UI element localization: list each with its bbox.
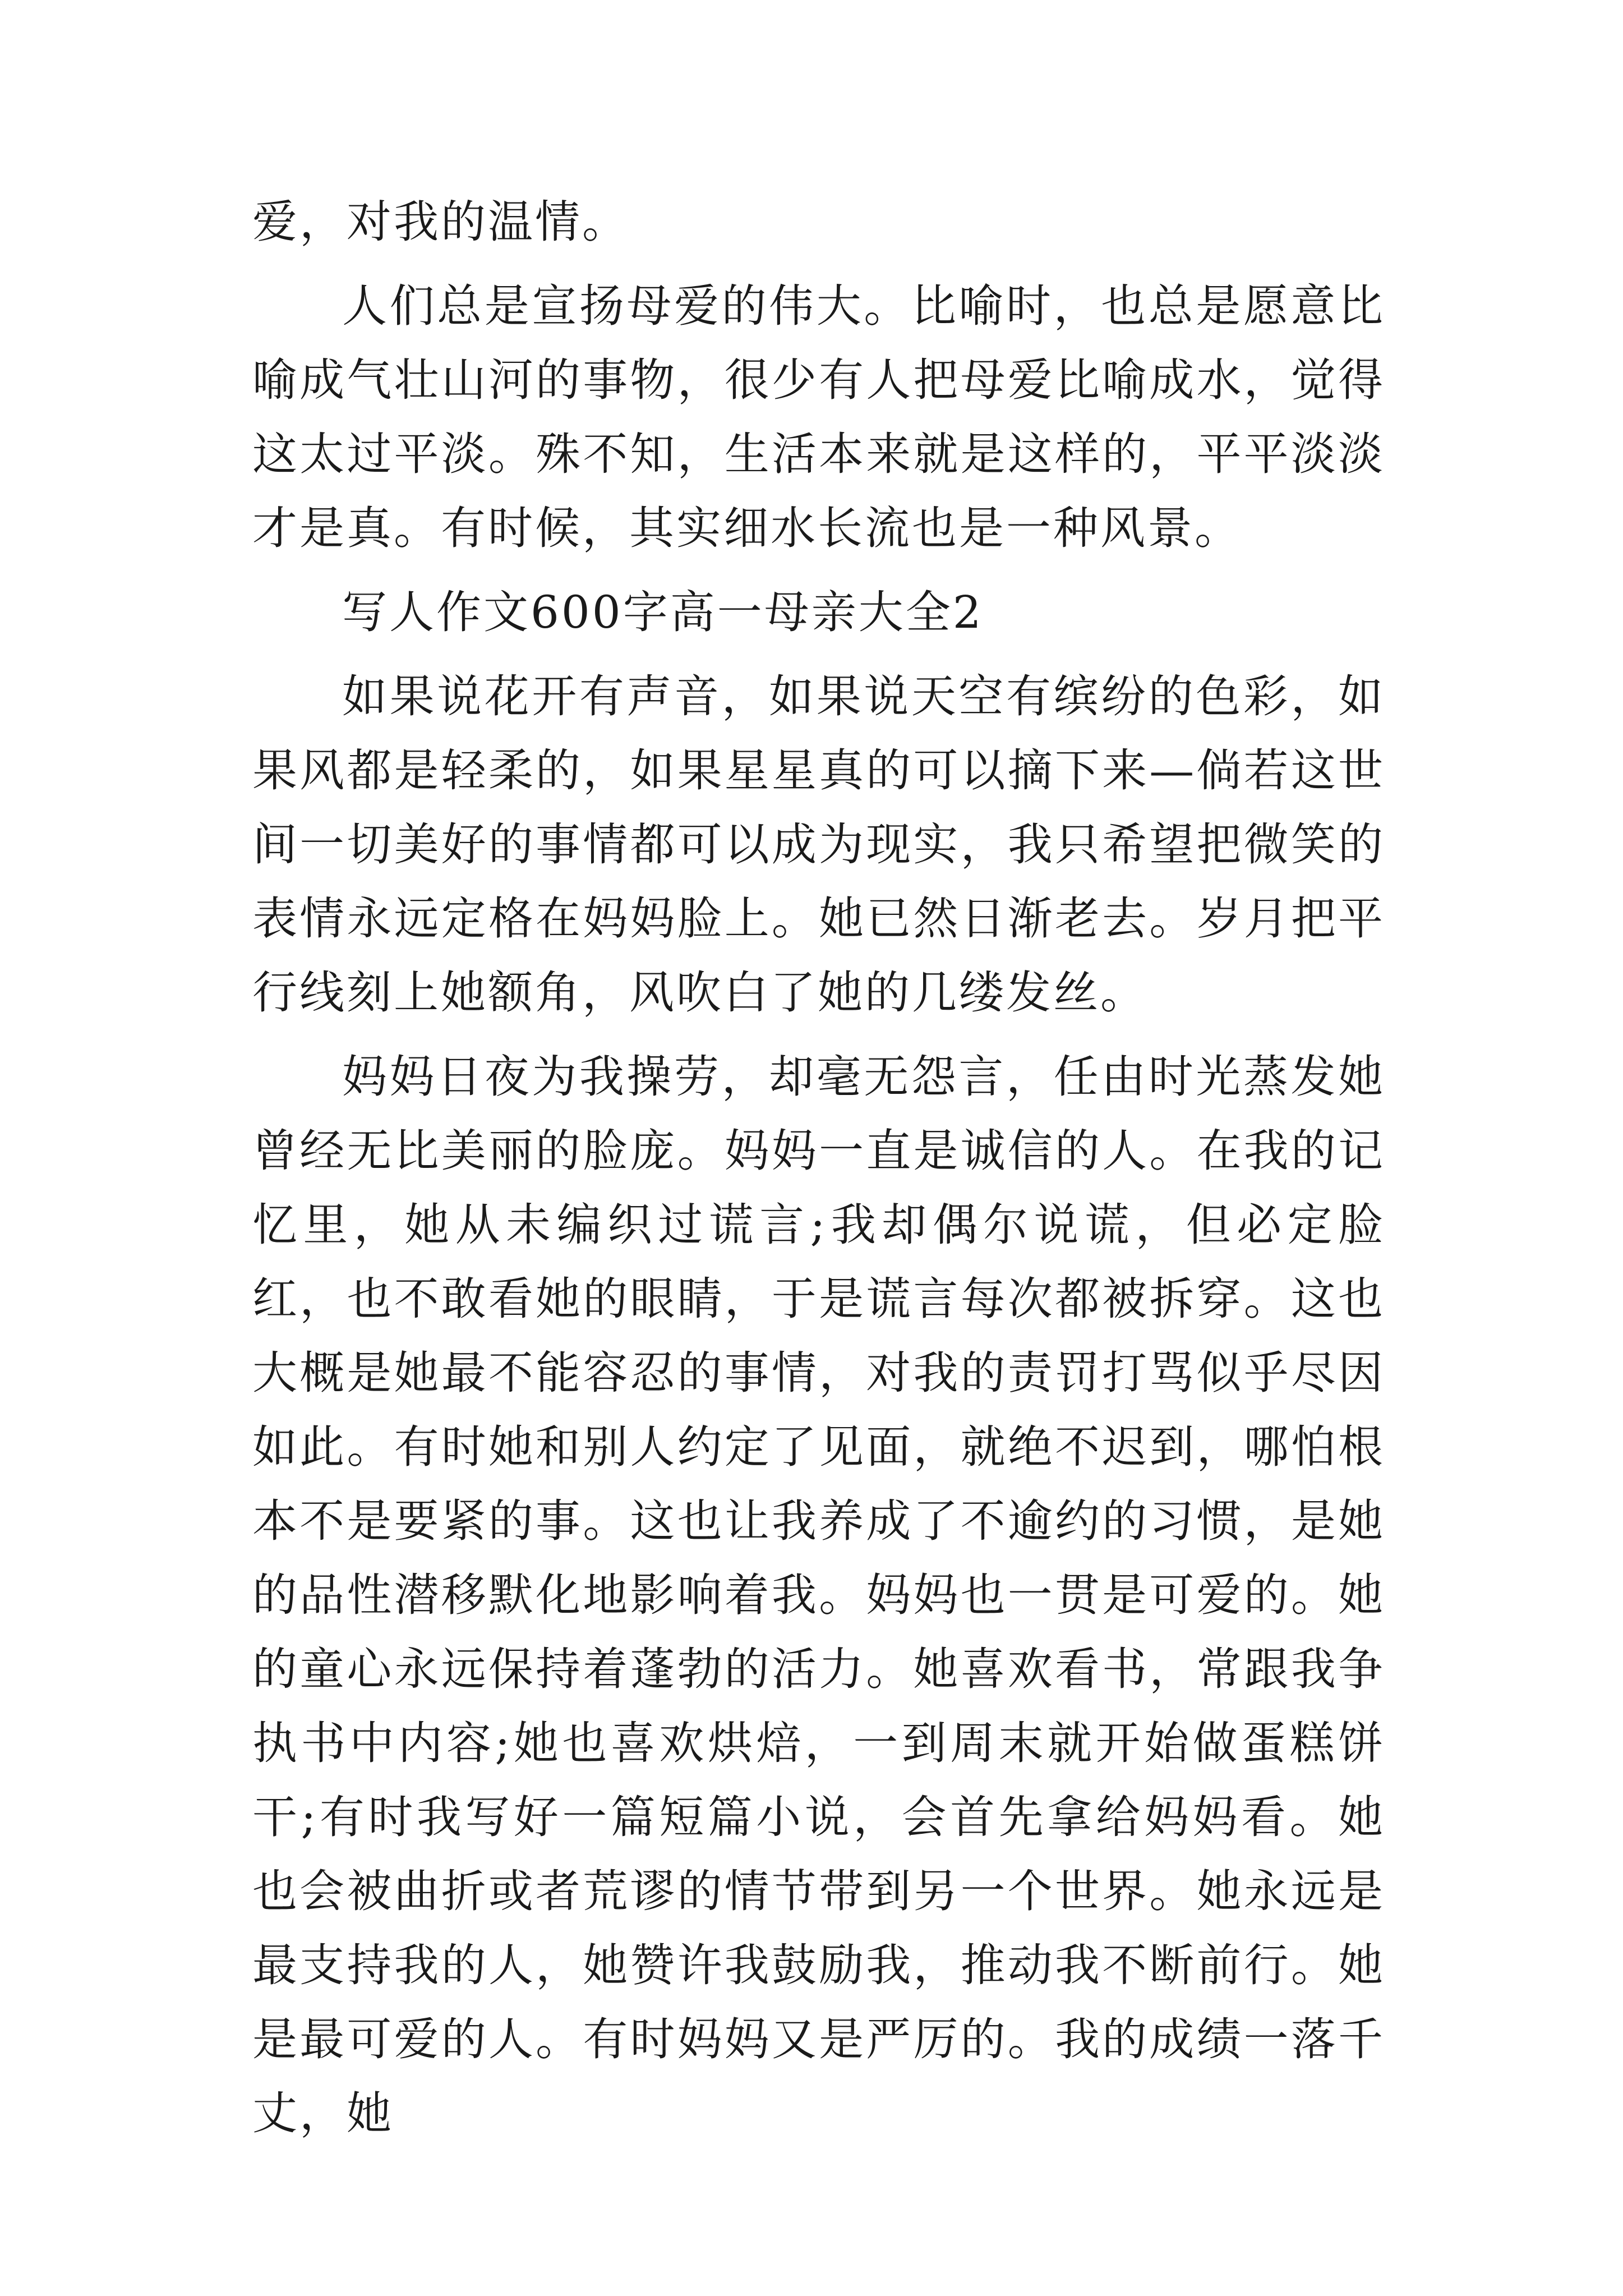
paragraph-continuation: 爱，对我的温情。 <box>252 196 629 248</box>
paragraph: 如果说花开有声音，如果说天空有缤纷的色彩，如果风都是轻柔的，如果星星真的可以摘下来—倘若这世间一切美好的事情都可以成为现实，我只希望把微笑的表情永远定格在妈妈脸上。她已然日渐老去。岁月把平行线刻上她额角，风吹白了她的几缕发丝。 <box>252 670 1385 1019</box>
document-body <box>252 185 1385 2161</box>
section-heading: 写人作文600字高一母亲大全2 <box>342 586 984 638</box>
paragraph: 人们总是宣扬母爱的伟大。比喻时，也总是愿意比喻成气壮山河的事物，很少有人把母爱比喻成水，觉得这太过平淡。殊不知，生活本来就是这样的，平平淡淡才是真。有时候，其实细水长流也是一种风景。 <box>252 280 1385 554</box>
paragraph: 妈妈日夜为我操劳，却毫无怨言，任由时光蒸发她曾经无比美丽的脸庞。妈妈一直是诚信的人。在我的记忆里，她从未编织过谎言;我却偶尔说谎，但必定脸红，也不敢看她的眼睛，于是谎言每次都被拆穿。这也大概是她最不能容忍的事情，对我的责罚打骂似乎尽因如此。有时她和别人约定了见面，就绝不迟到，哪怕根本不是要紧的事。这也让我养成了不逾约的习惯，是她的品性潜移默化地影响着我。妈妈也一贯是可爱的。她的童心永远保持着蓬勃的活力。她喜欢看书，常跟我争执书中内容;她也喜欢烘焙，一到周末就开始做蛋糕饼干;有时我写好一篇短篇小说，会首先拿给妈妈看。她也会被曲折或者荒谬的情节带到另一个世界。她永远是最支持我的人，她赞许我鼓励我，推动我不断前行。她是最可爱的人。有时妈妈又是严厉的。我的成绩一落千丈，她 <box>252 1051 1385 2139</box>
